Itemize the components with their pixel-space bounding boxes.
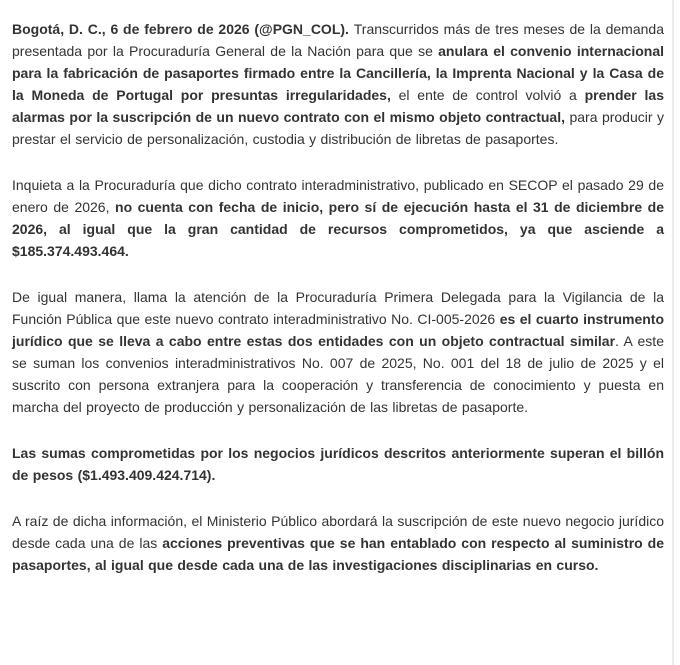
text-segment: De igual manera, llama la atención de la Procuraduría Primera Delegada para la Vigilancia de la Función Pública que este nuevo contrato interadministrativo No. CI-005-2026 <box>12 289 664 327</box>
text-segment: Transcurridos más de tres meses de la demanda presentada por la Procuraduría General de la Nación para que se <box>12 21 664 59</box>
text-segment: A raíz de dicha información, el Ministerio Público abordará la suscripción de este nuevo negocio jurídico desde cada una de las <box>12 513 664 551</box>
text-segment-bold: no cuenta con fecha de inicio, pero sí de ejecución hasta el 31 de diciembre de 2026, al igual que la gran cantidad de recursos comprometidos, ya que asciende a $185.374.493.464. <box>12 199 664 259</box>
text-segment: el ente de control volvió a <box>390 87 585 103</box>
paragraph <box>12 174 664 262</box>
text-segment-bold: anulara el convenio internacional para la fabricación de pasaportes firmado entre la Cancillería, la Imprenta Nacional y la Casa de la Moneda de Portugal por presuntas irregularidades, <box>12 43 665 103</box>
paragraph <box>12 286 664 418</box>
right-divider <box>672 0 674 665</box>
text-segment-bold: prender las alarmas por la suscripción de un nuevo contrato con el mismo objeto contractual, <box>12 87 664 125</box>
text-segment: Inquieta a la Procuraduría que dicho contrato interadministrativo, publicado en SECOP el pasado 29 de enero de 2026, <box>12 177 664 215</box>
text-segment: para producir y prestar el servicio de personalización, custodia y distribución de libretas de pasaportes. <box>12 109 664 147</box>
paragraph <box>12 442 664 486</box>
paragraph <box>12 18 664 150</box>
text-segment-bold: Bogotá, D. C., 6 de febrero de 2026 (@PGN_COL). <box>12 21 354 37</box>
text-segment-bold: acciones preventivas que se han entablado con respecto al suministro de pasaportes, al igual que desde cada una de las investigaciones disciplinarias en curso. <box>12 535 665 573</box>
paragraph <box>12 510 664 576</box>
text-segment: . A este se suman los convenios interadministrativos No. 007 de 2025, No. 001 del 18 de julio de 2025 y el suscrito con persona extranjera para la cooperación y transferencia de conocimiento y puesta en marcha del proyecto de producción y personalización de las libretas de pasaporte. <box>12 333 664 415</box>
text-segment-bold: es el cuarto instrumento jurídico que se lleva a cabo entre estas dos entidades con un objeto contractual similar <box>12 311 665 349</box>
text-segment-bold: Las sumas comprometidas por los negocios jurídicos descritos anteriormente superan el billón de pesos ($1.493.409.424.714). <box>12 445 664 483</box>
